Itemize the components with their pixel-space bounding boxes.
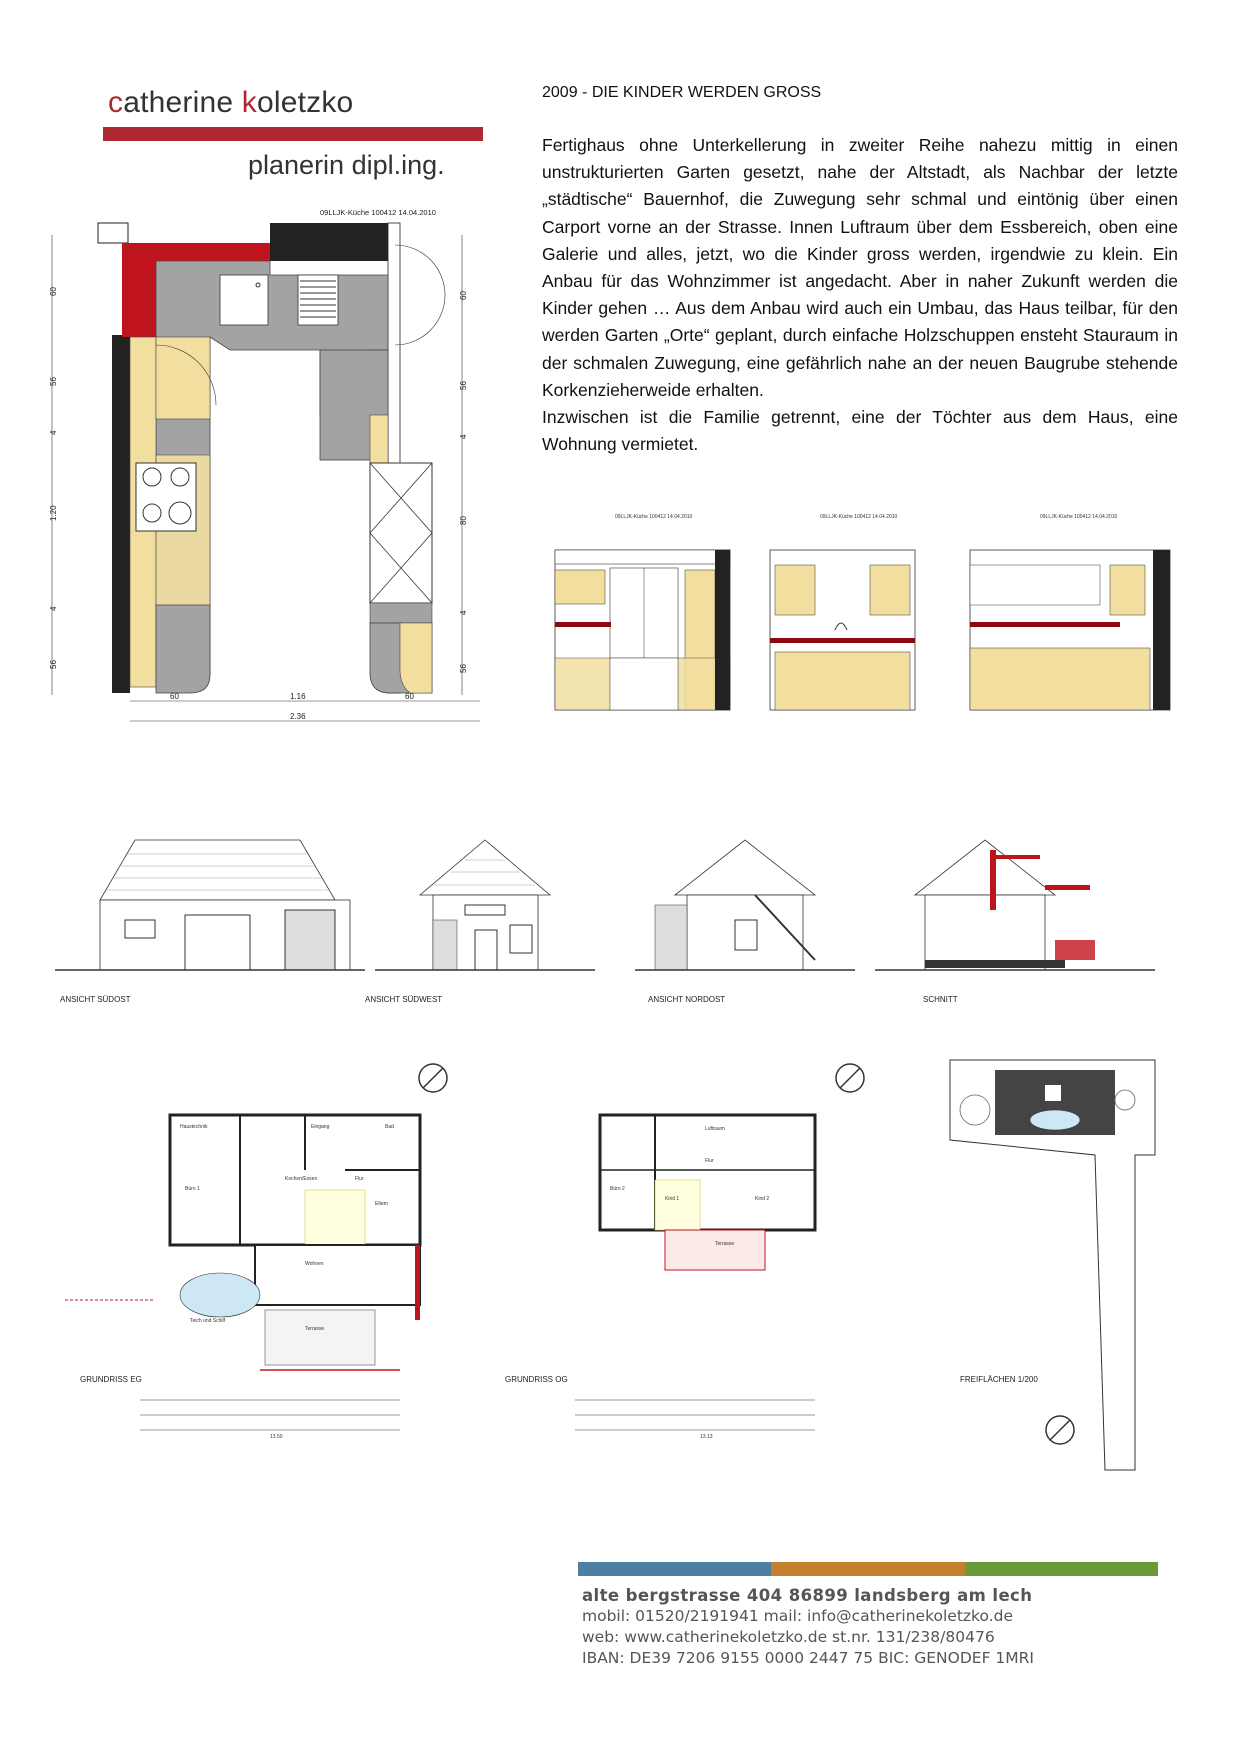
- article-headline: 2009 - DIE KINDER WERDEN GROSS: [542, 84, 822, 101]
- footer-address: alte bergstrasse 404 86899 landsberg am lech: [582, 1586, 1033, 1605]
- room-teich: Teich und Schilf: [190, 1318, 226, 1324]
- elevation-southwest: [365, 840, 595, 1004]
- article-paragraph-1: Fertighaus ohne Unterkellerung in zweiter Reihe nahezu mittig in einen unstrukturierten Garten gesetzt, nahe der Altstadt, als Nachbar der letzte „städtische“ Bauernhof, die Zuwegung sehr schmal und eintönig über einen Carport vorne an der Strasse. Innen Luftraum über dem Essbereich, oben eine Galerie und alles, jetzt, wo die Kinder gross werden, irgendwie zu klein. Ein Anbau für das Wohnzimmer ist angedacht. Aber in naher Zukunft werden die Kinder gehen … Aus dem Anbau wird auch ein Umbau, das Haus teilbar, für den werden Garten „Orte“ geplant, durch einfache Holzschuppen ensteht Stauraum in der schmalen Zuwegung, eine gefährlich nahe an der neuen Baugrube stehende Korkenzieherweide erhalten.: [542, 135, 1178, 400]
- footer-color-bar: [578, 1562, 1158, 1576]
- room-bad: Bad: [385, 1124, 394, 1130]
- dim-bottom-1: 60: [170, 692, 179, 701]
- dim-right-1: 60: [459, 291, 468, 300]
- kitchen-plan-title: 09LLJK-Küche 100412 14.04.2010: [320, 208, 436, 217]
- footer-bar-blue: [578, 1562, 771, 1576]
- label-ansicht-suedwest: ANSICHT SÜDWEST: [365, 995, 443, 1004]
- elevation-1-caption: 09LLJK-Küche 100412 14.04.2010: [615, 514, 693, 520]
- footer-bar-green: [965, 1562, 1158, 1576]
- brand-accent-bar: [103, 127, 483, 141]
- label-grundriss-og: GRUNDRISS OG: [505, 1375, 568, 1384]
- brand-tagline: planerin dipl.ing.: [248, 150, 445, 180]
- plan-upper-floor: [505, 1115, 815, 1440]
- dim-right-3: 4: [459, 434, 468, 439]
- og-room-kind-2: Kind 2: [755, 1196, 770, 1202]
- room-wohnen: Wohnen: [305, 1261, 324, 1267]
- dim-left-1: 60: [49, 287, 58, 296]
- og-room-luftraum: Luftraum: [705, 1126, 725, 1132]
- dim-right-5: 4: [459, 610, 468, 615]
- room-eltern: Eltern: [375, 1201, 389, 1207]
- label-ansicht-suedost: ANSICHT SÜDOST: [60, 995, 131, 1004]
- brand-name: catherine koletzko: [108, 86, 354, 119]
- room-flur: Flur: [355, 1176, 364, 1182]
- plan-site: [950, 1060, 1155, 1470]
- kitchen-elevations: [535, 510, 1195, 730]
- label-ansicht-nordost: ANSICHT NORDOST: [648, 995, 726, 1004]
- og-room-buero-2: Büro 2: [610, 1186, 625, 1192]
- room-buero-1: Büro 1: [185, 1186, 200, 1192]
- elevation-northeast: [635, 840, 855, 1004]
- room-haustechnik: Haustechnik: [180, 1124, 208, 1130]
- dim-left-6: 56: [49, 660, 58, 669]
- elevation-southeast: [55, 840, 365, 1004]
- og-total-dim: 13.13: [700, 1434, 713, 1440]
- dim-left-5: 4: [49, 606, 58, 611]
- footer-bar-orange: [771, 1562, 964, 1576]
- elevation-2-caption: 09LLJK-Küche 100412 14.04.2010: [820, 514, 898, 520]
- dim-bottom-total: 2.36: [290, 712, 306, 721]
- footer-web-tax: web: www.catherinekoletzko.de st.nr. 131/238/80476: [582, 1628, 995, 1646]
- floor-plans: [55, 1040, 1185, 1510]
- plan-ground-floor: [65, 1115, 420, 1440]
- article-body: [542, 132, 1178, 458]
- label-schnitt: SCHNITT: [923, 995, 958, 1004]
- article-paragraph-2: Inzwischen ist die Familie getrennt, eine der Töchter aus dem Haus, eine Wohnung vermietet.: [542, 407, 1178, 455]
- label-freiflaechen: FREIFLÄCHEN 1/200: [960, 1375, 1038, 1384]
- dim-left-3: 4: [49, 430, 58, 435]
- elevation-3-caption: 09LLJK-Küche 100412 14.04.2010: [1040, 514, 1118, 520]
- dim-left-4: 1.20: [49, 505, 58, 521]
- footer-bank: IBAN: DE39 7206 9155 0000 2447 75 BIC: GENODEF 1MRI: [582, 1649, 1034, 1667]
- dim-right-2: 56: [459, 381, 468, 390]
- kitchen-floor-plan: [40, 205, 500, 730]
- room-terrasse: Terrasse: [305, 1326, 325, 1332]
- dim-right-6: 56: [459, 664, 468, 673]
- dim-bottom-2: 1.16: [290, 692, 306, 701]
- room-eingang: Eingang: [311, 1124, 330, 1130]
- footer-mobile-mail: mobil: 01520/2191941 mail: info@catherinekoletzko.de: [582, 1607, 1013, 1625]
- og-room-flur: Flur: [705, 1158, 714, 1164]
- house-elevations: [55, 820, 1185, 1020]
- dim-right-4: 80: [459, 516, 468, 525]
- og-room-terrasse: Terrasse: [715, 1241, 735, 1247]
- room-kochen-essen: Kochen/Essen: [285, 1176, 318, 1182]
- eg-total-dim: 13.50: [270, 1434, 283, 1440]
- dim-left-2: 56: [49, 377, 58, 386]
- building-section: [875, 840, 1155, 1004]
- og-room-kind-1: Kind 1: [665, 1196, 680, 1202]
- label-grundriss-eg: GRUNDRISS EG: [80, 1375, 142, 1384]
- dim-bottom-3: 60: [405, 692, 414, 701]
- footer-contact: [582, 1585, 1034, 1669]
